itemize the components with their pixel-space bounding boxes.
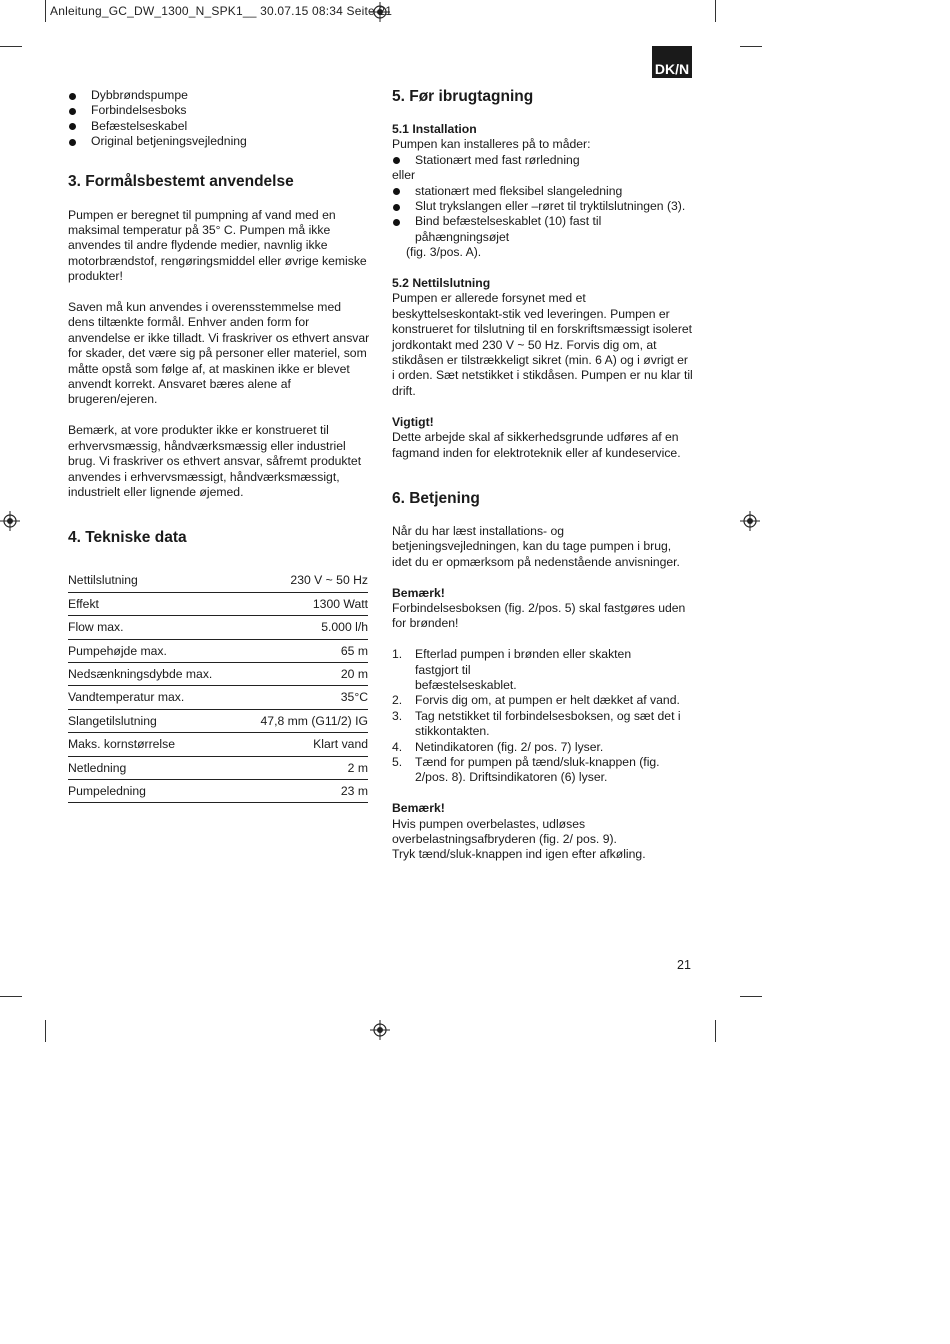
- spec-label: Nedsænkningsdybde max.: [68, 662, 240, 685]
- spec-label: Pumpeledning: [68, 779, 240, 802]
- spec-value: 35°C: [240, 686, 368, 709]
- note-heading: Bemærk!: [392, 801, 445, 816]
- install-steps-list: [392, 184, 694, 246]
- list-item: Stationært med fast rørledning: [392, 153, 694, 168]
- table-row: [68, 733, 368, 756]
- crop-mark: [45, 0, 46, 22]
- spec-value: 1300 Watt: [240, 592, 368, 615]
- spec-label: Effekt: [68, 592, 240, 615]
- list-item: Forbindelsesboks: [68, 103, 370, 118]
- list-item: Slut trykslangen eller –røret til tryktilslutningen (3).: [392, 199, 694, 214]
- paragraph: Pumpen kan installeres på to måder:: [392, 137, 591, 152]
- list-item: 3. Tag netstikket til forbindelsesboksen, og sæt det i stikkontakten.: [392, 708, 681, 739]
- list-item: Dybbrøndspumpe: [68, 88, 370, 103]
- spec-value: Klart vand: [240, 733, 368, 756]
- paragraph: Pumpen er beregnet til pumpning af vand med en maksimal temperatur på 35° C. Pumpen må ikke anvendes til andre flydende medier, navnlig ikke motorbrændstof, rengøringsmiddel eller øvrige kemiske produkter!: [68, 207, 367, 284]
- subsection-heading: 5.2 Nettilslutning: [392, 276, 491, 291]
- left-column: [68, 88, 370, 803]
- registration-mark-icon: [740, 511, 760, 531]
- paragraph: Hvis pumpen overbelastes, udløses overbelastningsafbryderen (fig. 2/ pos. 9).: [392, 816, 617, 846]
- table-row: [68, 779, 368, 802]
- crop-mark: [45, 1020, 46, 1042]
- spec-value: 23 m: [240, 779, 368, 802]
- figure-reference: (fig. 3/pos. A).: [406, 245, 482, 260]
- crop-mark: [715, 1020, 716, 1042]
- paragraph: Pumpen er allerede forsynet med et beskyttelseskontakt-stik ved leveringen. Pumpen er konstrueret for tilslutning til en forskriftsmæssigt isoleret jordkontakt med 230 V ~ 50 Hz. Forvis dig om, at stikdåsen er tilstrækkeligt sikret (min. 6 A) og i øvrigt er i orden. Sæt netstikket i stikdåsen. Pumpen er nu klar til drift.: [392, 291, 693, 398]
- section-3-heading: 3. Formålsbestemt anvendelse: [68, 172, 294, 190]
- warning-heading: Vigtigt!: [392, 414, 434, 429]
- paragraph: Når du har læst installations- og betjeningsvejledningen, kan du tage pumpen i brug, idet du er opmærksom på nedenstående anvisninger.: [392, 523, 680, 569]
- spec-label: Pumpehøjde max.: [68, 639, 240, 662]
- table-row: [68, 616, 368, 639]
- section-4-heading: 4. Tekniske data: [68, 529, 187, 547]
- page-number: 21: [677, 958, 691, 972]
- language-badge: DK/N: [652, 46, 692, 78]
- subsection-heading: 5.1 Installation: [392, 122, 477, 136]
- spec-label: Flow max.: [68, 616, 240, 639]
- spec-label: Nettilslutning: [68, 569, 240, 592]
- table-row: [68, 756, 368, 779]
- paragraph: Forbindelsesboksen (fig. 2/pos. 5) skal fastgøres uden for brønden!: [392, 600, 686, 631]
- table-row: [68, 569, 368, 592]
- list-item: Original betjeningsvejledning: [68, 134, 370, 149]
- paragraph: eller: [392, 168, 416, 183]
- delivery-contents-list: [68, 88, 370, 150]
- crop-mark: [0, 996, 22, 997]
- paragraph: Bemærk, at vore produkter ikke er konstrueret til erhvervsmæssig, håndværksmæssig eller industriel brug. Vi fraskriver os ethvert ansvar, såfremt produktet anvendes i erhvervsmæssigt, håndværksmæssigt, industrielt eller lignende øjemed.: [68, 423, 362, 499]
- file-header-line: Anleitung_GC_DW_1300_N_SPK1__ 30.07.15 08:34 Seite 21: [50, 4, 393, 18]
- spec-label: Vandtemperatur max.: [68, 686, 240, 709]
- section-6-heading: 6. Betjening: [392, 489, 480, 507]
- paragraph: Dette arbejde skal af sikkerhedsgrunde udføres af en fagmand inden for elektroteknik eller af kundeservice.: [392, 430, 681, 460]
- list-item: Bind befæstelseskablet (10) fast til påhængningsøjet: [392, 214, 694, 245]
- crop-mark: [740, 46, 762, 47]
- registration-mark-icon: [0, 511, 20, 531]
- list-item: 2. Forvis dig om, at pumpen er helt dækket af vand.: [392, 693, 680, 708]
- list-item: 5. Tænd for pumpen på tænd/sluk-knappen (fig. 2/pos. 8). Driftsindikatoren (6) lyser.: [392, 754, 660, 785]
- crop-mark: [0, 46, 22, 47]
- table-row: [68, 686, 368, 709]
- spec-value: 230 V ~ 50 Hz: [240, 569, 368, 592]
- list-item: Befæstelseskabel: [68, 119, 370, 134]
- note-heading: Bemærk!: [392, 585, 445, 600]
- table-row: [68, 639, 368, 662]
- spec-label: Slangetilslutning: [68, 709, 240, 732]
- table-row: [68, 592, 368, 615]
- registration-mark-icon: [370, 1020, 390, 1040]
- spec-label: Maks. kornstørrelse: [68, 733, 240, 756]
- spec-value: 47,8 mm (G11/2) IG: [240, 709, 368, 732]
- paragraph: Tryk tænd/sluk-knappen ind igen efter afkøling.: [392, 847, 646, 862]
- technical-data-table: [68, 569, 368, 803]
- spec-value: 2 m: [240, 756, 368, 779]
- crop-mark: [740, 996, 762, 997]
- spec-label: Netledning: [68, 756, 240, 779]
- install-options-list: [392, 153, 694, 168]
- spec-value: 5.000 l/h: [240, 616, 368, 639]
- operation-steps-list: [392, 647, 694, 786]
- spec-value: 65 m: [240, 639, 368, 662]
- list-item: 1. Efterlad pumpen i brønden eller skakten fastgjort til: [392, 647, 632, 677]
- list-item: 4. Netindikatoren (fig. 2/ pos. 7) lyser.: [392, 739, 604, 754]
- crop-mark: [715, 0, 716, 22]
- paragraph: Saven må kun anvendes i overensstemmelse med dens tiltænkte formål. Enhver anden form for anvendelse er ikke tilladt. Vi fraskriver os ethvert ansvar for skader, det være sig på personer eller materiel, som måtte opstå som følge af, at maskinen ikke er blevet anvendt korrekt. Ansvaret bæres alene af brugeren/ejeren.: [68, 300, 370, 407]
- list-item: befæstelseskablet.: [415, 677, 517, 692]
- table-row: [68, 662, 368, 685]
- list-item: stationært med fleksibel slangeledning: [392, 184, 694, 199]
- section-5-heading: 5. Før ibrugtagning: [392, 88, 534, 105]
- table-row: [68, 709, 368, 732]
- right-column: [392, 88, 694, 863]
- spec-value: 20 m: [240, 662, 368, 685]
